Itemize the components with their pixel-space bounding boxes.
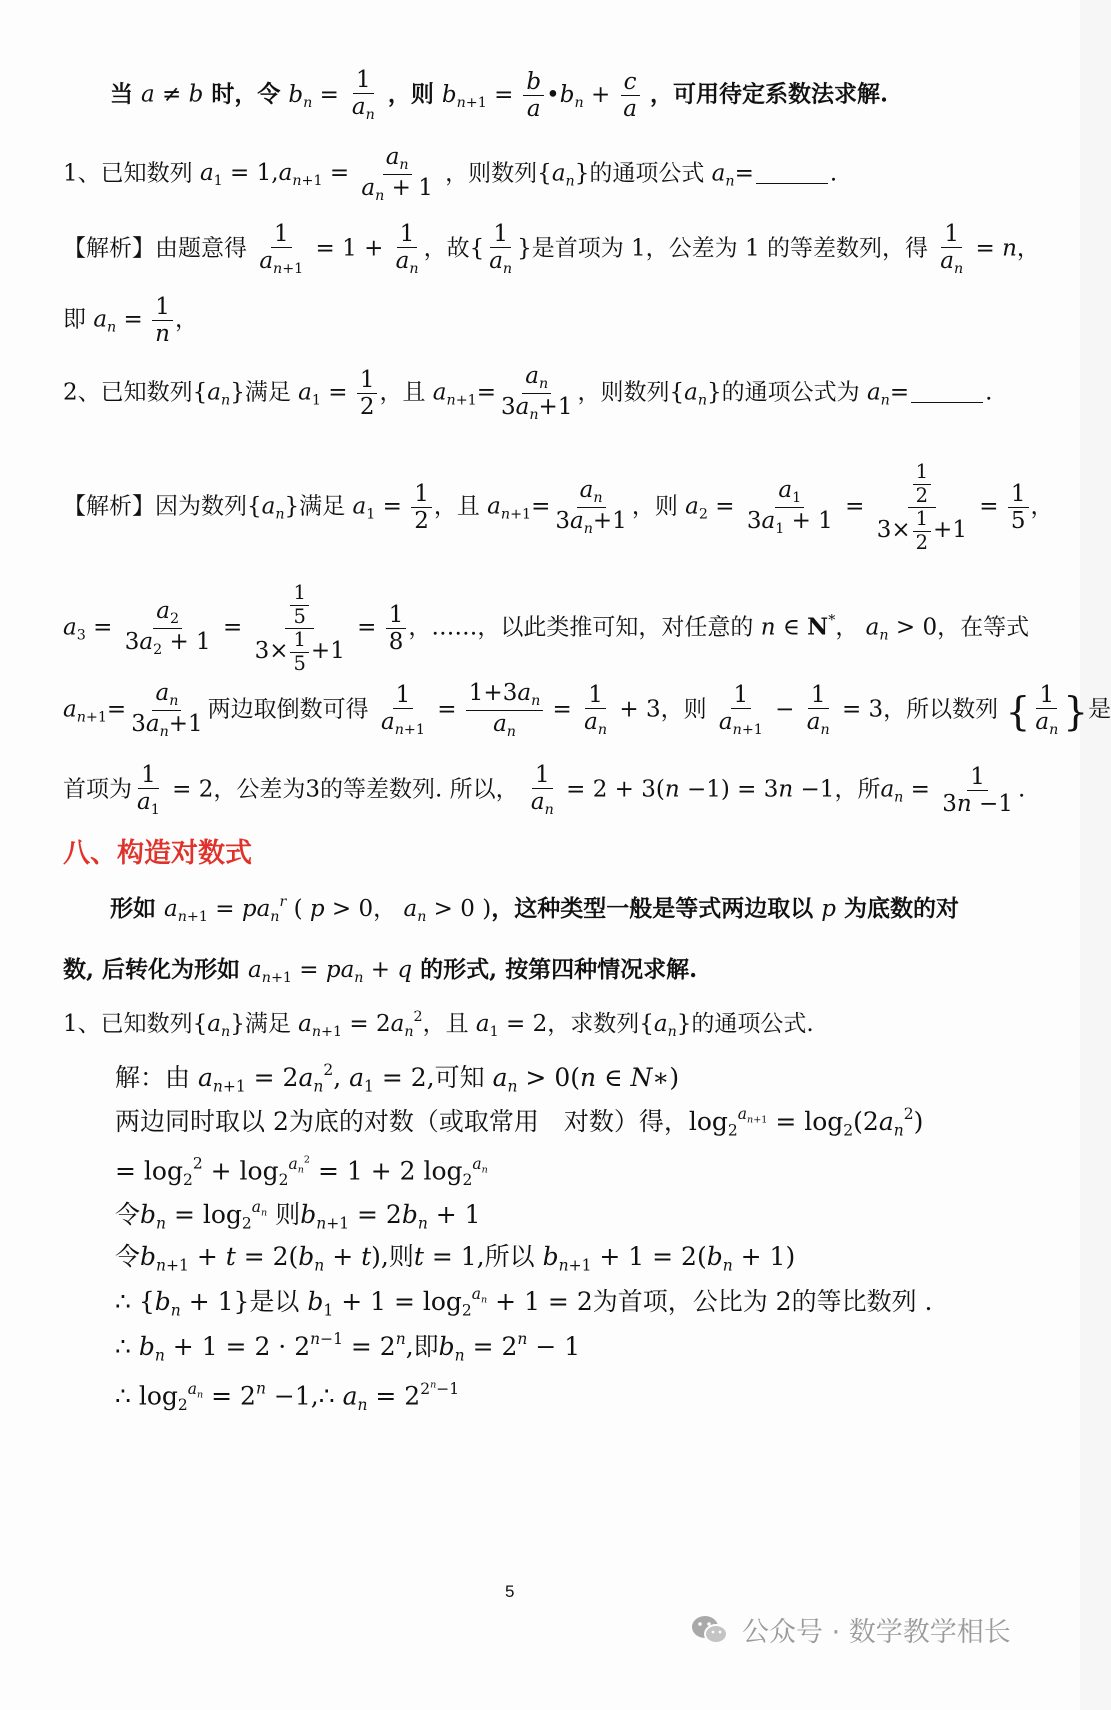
solution-2-line-4: 首项为 $\frac{1}{a_1}$ = 2，公差为3的等差数列. 所以， $\frac{1}{a_n}$ = 2 + 3(n −1) = 3n −1，所$a_n$ = $\frac{1}{3n -1}$ .: [63, 762, 1026, 819]
watermark: [690, 1610, 1011, 1649]
answer-blank-2[interactable]: [911, 379, 983, 403]
example-1-sol-3: = $\log_2^2 + \log_2^{a_n^2} = 1 + 2$ $\log_2^{a_n}$: [115, 1154, 488, 1189]
page-number: 5: [505, 1582, 515, 1601]
solution-1-cont: 即 $a_n$ = $\frac{1}{n}$ ，: [63, 294, 198, 348]
watermark-text: 公众号 · 数学教学相长: [742, 1617, 1011, 1648]
example-1-sol-4: 令$b_n = \log_2^{a_n}$ 则$b_{n+1} = 2b_n + 1$: [115, 1198, 481, 1233]
section-heading: 八、构造对数式: [63, 838, 252, 869]
solution-1: 【解析】由题意得 $\frac{1}{a_{n+1}}$ = 1 + $\frac{1}{a_n}$ ，故{ $\frac{1}{a_n}$ }是首项为 1，公差为 1 的等差数列，得 $\frac{1}{a_n}$ = n，: [63, 221, 1040, 278]
example-1-sol-6: ∴ $\{b_n + 1\}$是以 $b_1 + 1 = \log_2^{a_n} + 1 = 2$为首项，公比为 2的等比数列 .: [115, 1285, 933, 1320]
section-intro-line-2: 数, 后转化为形如 $a_{n+1} = pa_n + q$ 的形式, 按第四种情况求解.: [63, 956, 698, 986]
example-1-sol-5: 令$b_{n+1} + t = 2(b_n + t)$,则t = 1,所以 $b_{n+1} + 1 = 2(b_n + 1)$: [115, 1242, 796, 1275]
intro-line: 当 a ≠ b 时，令 $b_n$ = $\frac{1}{a_n}$ ，则 $b_{n+1}$ = $\frac{b}{a}$ $•b_n$ + $\frac{c}{a}$ ，可用待定系数法求解.: [110, 67, 888, 124]
solution-2-line-1: 【解析】因为数列$\{a_n\}$满足 $a_1$ = $\frac{1}{2}$ ，且 $a_{n+1}=$ $\frac{a_n}{3a_n+1}$ ，则 $a_2$ = $\frac{a_1}{3a_1 + 1}$ = $\frac{1}{2}$ 3× $\frac{1}{2}$ +1 = $\frac{1}{5}$ ，: [63, 460, 1054, 554]
example-1: 1、已知数列$\{a_n\}$满足 $a_{n+1} = 2a_n^2$，且 $a_1 = 2$，求数列$\{a_n\}$的通项公式.: [63, 1009, 814, 1040]
problem-1: 1、已知数列 $a_1 = 1,a_{n+1}$ = $\frac{a_n}{a_n + 1}$ ，则数列$\{a_n\}$的通项公式 $a_n=$ .: [63, 144, 838, 204]
example-1-sol-2: 两边同时取以 2为底的对数（或取常用 对数）得，$\log_2^{a_{n+1}} = \log_2(2a_n^2)$: [115, 1105, 924, 1140]
example-1-sol-7: ∴ $b_n + 1 = 2 \cdot 2^{n-1} = 2^n$,即$b_n = 2^n - 1$: [115, 1330, 581, 1365]
problem-2: 2、已知数列$\{a_n\}$满足 $a_1$ = $\frac{1}{2}$ ，且 $a_{n+1}=$ $\frac{a_n}{3a_n+1}$ ，则数列$\{a_n\}$的通项公式为 $a_n=$ .: [63, 363, 993, 423]
solution-2-line-2: $a_3$ = $\frac{a_2}{3a_2 + 1}$ = $\frac{1}{5}$ 3× $\frac{1}{5}$ +1 = $\frac{1}{8}$ ，……，以此类推可知，对任意的 n ∈ N*， $a_n > 0$，在等式: [63, 581, 1030, 675]
example-1-sol-1: 解：由 $a_{n+1} = 2a_n^2$, $a_1 = 2$,可知 $a_n > 0(n$ ∈ N∗): [115, 1061, 680, 1096]
section-intro-line-1: 形如 $a_{n+1} = pa_n^r$ ( p > 0， $a_n > 0$ )，这种类型一般是等式两边取以 p 为底数的对: [110, 894, 959, 925]
answer-blank-1[interactable]: [756, 160, 828, 184]
wechat-icon: [690, 1614, 730, 1646]
example-1-sol-8: ∴ $\log_2^{a_n} = 2^n$ −1,∴ $a_n = 2^{2^n-1}$: [115, 1379, 460, 1414]
solution-2-line-3: $a_{n+1}=$ $\frac{a_n}{3a_n+1}$ 两边取倒数可得 $\frac{1}{a_{n+1}}$ = $\frac{1+3a_n}{a_n}$ = $\frac{1}{a_n}$ + 3，则 $\frac{1}{a_{n+1}}$ − $\frac{1}{a_n}$ = 3，所以数列 { $\frac{1}{a_n}$ }是: [63, 680, 1111, 740]
